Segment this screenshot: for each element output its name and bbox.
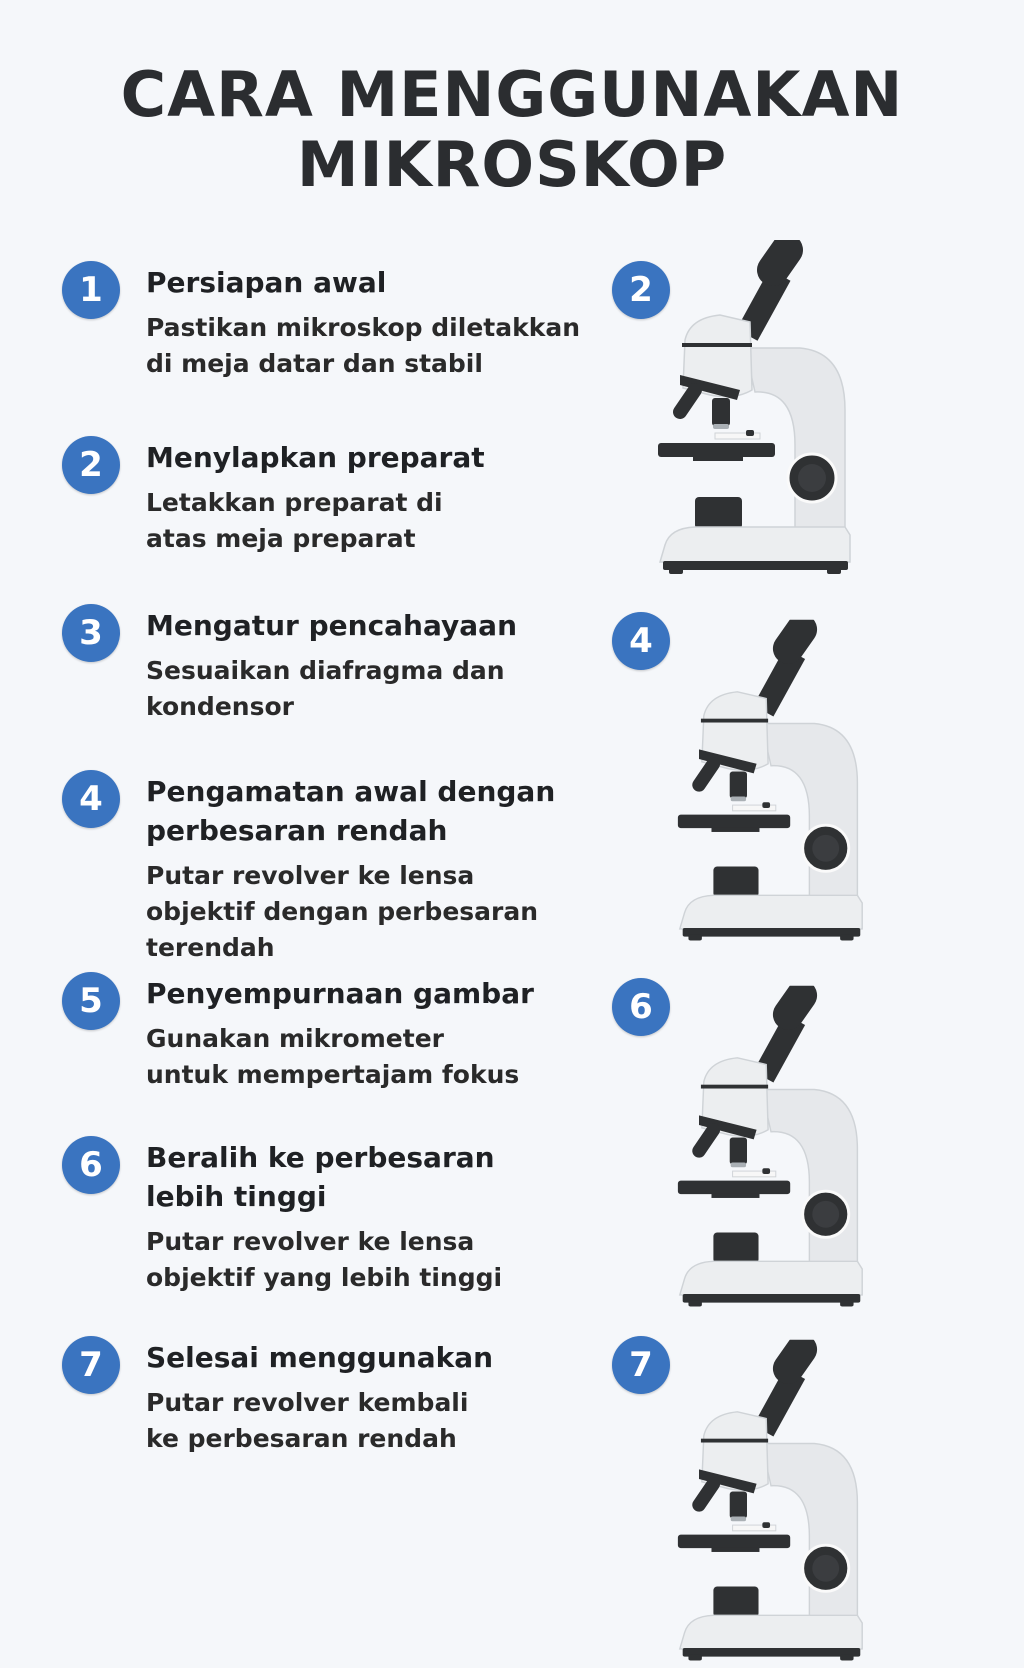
illustration-badge: 7 [612, 1336, 670, 1394]
step-title-text: Mengatur pencahayaan [146, 609, 517, 642]
step-description: Putar revolver kembali ke perbesaran rendah [146, 1388, 469, 1453]
step-number-badge: 2 [62, 436, 120, 494]
step-title [146, 772, 566, 966]
step-number-badge: 3 [62, 604, 120, 662]
illustration-badge: 4 [612, 612, 670, 670]
step-title [146, 1138, 503, 1296]
step-title [146, 606, 586, 725]
illustration-badge: 6 [612, 978, 670, 1036]
illustration-badge: 2 [612, 261, 670, 319]
page-title-line1: CARA MENGGUNAKAN [120, 58, 904, 131]
step-description: Gunakan mikrometer untuk mempertajam fokus [146, 1024, 520, 1089]
step-description: Sesuaikan diafragma dan kondensor [146, 656, 505, 721]
step-description: Letakkan preparat di atas meja preparat [146, 488, 443, 553]
microscope-icon [675, 618, 867, 948]
step-title-text: Pengamatan awal dengan perbesaran rendah [146, 775, 556, 847]
step-number-badge: 7 [62, 1336, 120, 1394]
step-number-badge: 6 [62, 1136, 120, 1194]
step-description: Putar revolver ke lensa objektif dengan perbesaran terendah [146, 861, 539, 962]
step-number-badge: 4 [62, 770, 120, 828]
step-title-text: Selesai menggunakan [146, 1341, 494, 1374]
step-title [146, 1338, 586, 1457]
step-number-badge: 5 [62, 972, 120, 1030]
step-title-text: Penyempurnaan gambar [146, 977, 534, 1010]
step-title [146, 438, 586, 557]
step-title-text: Beralih ke perbesaran lebih tinggi [146, 1141, 495, 1213]
microscope-icon [655, 240, 855, 580]
step-title-text: Menylapkan preparat [146, 441, 485, 474]
step-description: Putar revolver ke lensa objektif yang lebih tinggi [146, 1227, 503, 1292]
step-description: Pastikan mikroskop diletakkan di meja datar dan stabil [146, 313, 581, 378]
step-title [146, 263, 586, 382]
step-number-badge: 1 [62, 261, 120, 319]
page-title-line2: MIKROSKOP [296, 128, 728, 201]
microscope-icon [675, 984, 867, 1314]
step-title [146, 974, 586, 1093]
step-title-text: Persiapan awal [146, 266, 387, 299]
microscope-icon [675, 1338, 867, 1668]
